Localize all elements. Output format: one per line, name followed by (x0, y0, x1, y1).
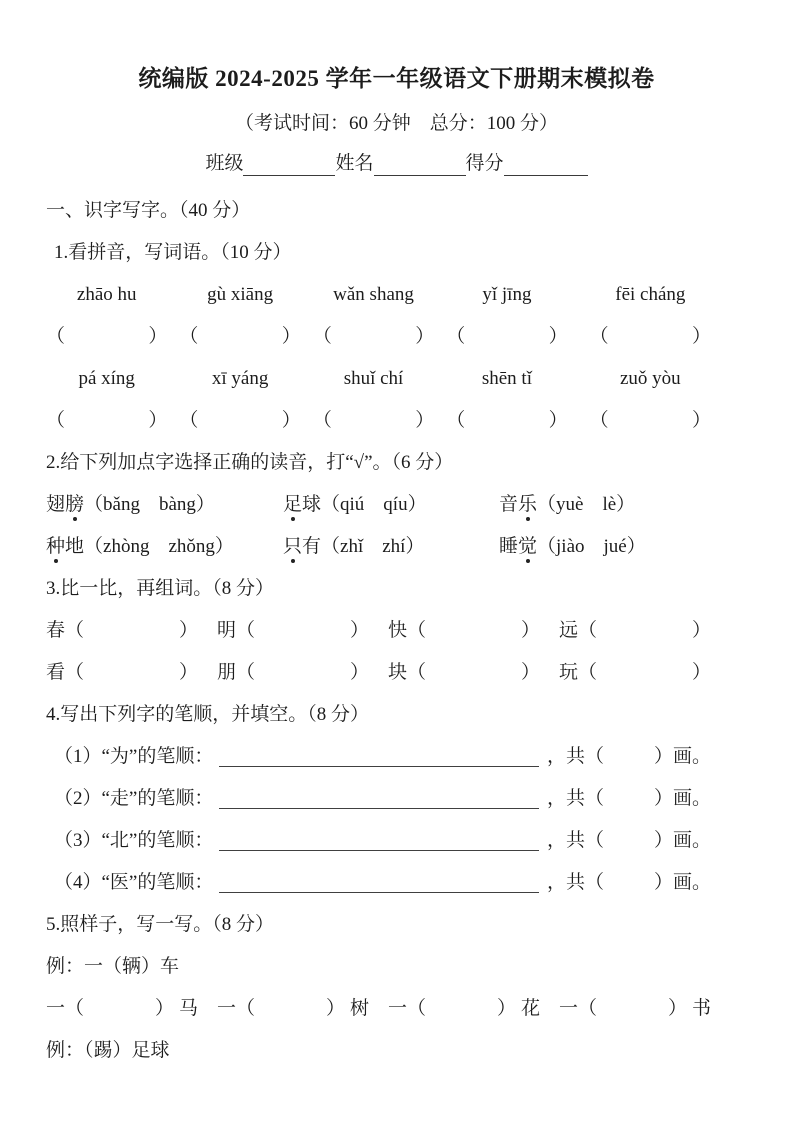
score-label: 得分 (465, 153, 504, 174)
close-paren: ） (691, 620, 711, 641)
pinyin-word: yǐ jīng (482, 284, 532, 305)
gap (426, 997, 497, 1021)
gap (84, 619, 179, 643)
stroke-order-label: （4）“医”的笔顺： (54, 872, 214, 893)
stroke-order-blank (219, 873, 539, 893)
compare-word-cell (559, 661, 711, 685)
given-char: 远 (559, 620, 579, 641)
stroke-order-blank (219, 747, 539, 767)
pinyin-options: （jiào jué） (537, 536, 646, 557)
gap (597, 997, 668, 1021)
gap (84, 661, 179, 685)
open-paren: （ (312, 326, 332, 347)
stroke-order-line (46, 871, 711, 895)
open-paren: （ (589, 410, 609, 431)
q2-word-item (499, 493, 635, 517)
word-part: 音 (499, 494, 519, 515)
stroke-order-line (46, 829, 711, 853)
gap (597, 619, 692, 643)
close-paren: ） (281, 326, 301, 347)
q1-answer-row-1 (46, 325, 711, 349)
pinyin-options: （qiú qíu） (321, 494, 427, 515)
open-paren: （ (446, 410, 466, 431)
noun-char: 树 (349, 998, 369, 1019)
given-char: 明 (217, 620, 237, 641)
word-part: 地 (65, 536, 85, 557)
close-paren: ） (415, 326, 435, 347)
close-paren: ） (281, 410, 301, 431)
measure-word-cell (559, 997, 711, 1021)
open-paren: （ (578, 662, 598, 683)
given-char: 块 (388, 662, 408, 683)
measure-word-cell (46, 997, 198, 1021)
open-paren: （ (578, 620, 598, 641)
close-paren: ） (148, 410, 168, 431)
given-char: 玩 (559, 662, 579, 683)
stroke-count-pre: ，共（ (546, 830, 604, 851)
gap (426, 619, 521, 643)
answer-paren-blank (446, 325, 567, 349)
exam-title: 统编版 2024-2025 学年一年级语文下册期末模拟卷 (138, 66, 655, 91)
pinyin-options: （zhǐ zhí） (321, 536, 425, 557)
q1-pinyin-row-1 (46, 283, 711, 307)
close-paren: ） (349, 662, 369, 683)
close-paren: ） (178, 620, 198, 641)
noun-char: 花 (520, 998, 540, 1019)
word-part: 睡 (499, 536, 519, 557)
open-paren: （ (446, 326, 466, 347)
stroke-order-line (46, 787, 711, 811)
q2-heading: 2.给下列加点字选择正确的读音，打“√”。（6 分） (46, 452, 454, 473)
close-paren: ） (415, 410, 435, 431)
exam-header (46, 64, 747, 176)
close-paren: ） (349, 620, 369, 641)
gap (255, 661, 350, 685)
open-paren: （ (65, 662, 85, 683)
fill-pre: 一（ (217, 998, 256, 1019)
answer-paren-blank (313, 409, 434, 433)
q1-answer-row-2 (46, 409, 711, 433)
compare-word-cell (46, 619, 198, 643)
pinyin-word: wǎn shang (333, 284, 414, 305)
stroke-order-line (46, 745, 711, 769)
close-paren: ） (178, 662, 198, 683)
compare-word-cell (388, 619, 540, 643)
close-paren: ） (154, 998, 174, 1019)
close-paren: ） (548, 326, 568, 347)
open-paren: （ (236, 620, 256, 641)
class-label: 班级 (205, 153, 244, 174)
pinyin-word: pá xíng (78, 368, 135, 389)
close-paren: ） (692, 326, 712, 347)
q2-word-item (46, 493, 283, 517)
open-paren: （ (236, 662, 256, 683)
pinyin-word: gù xiāng (207, 284, 274, 305)
q1-pinyin-row-2 (46, 367, 711, 391)
word-part: 翅 (46, 494, 66, 515)
close-paren: ） (520, 620, 540, 641)
q5-heading: 5.照样子，写一写。（8 分） (46, 914, 275, 935)
pinyin-options: （yuè lè） (537, 494, 636, 515)
score-blank (504, 155, 588, 176)
name-label: 姓名 (335, 153, 374, 174)
fill-pre: 一（ (388, 998, 427, 1019)
stroke-order-label: （3）“北”的笔顺： (54, 830, 214, 851)
gap (255, 619, 350, 643)
answer-paren-blank (590, 409, 711, 433)
exam-meta: （考试时间：60 分钟 总分：100 分） (234, 113, 558, 134)
close-paren: ） (325, 998, 345, 1019)
noun-char: 马 (178, 998, 198, 1019)
q3-heading: 3.比一比，再组词。（8 分） (46, 578, 275, 599)
q3-row-2 (46, 661, 711, 685)
section-1-heading: 一、识字写字。（40 分） (46, 200, 251, 221)
q5-example-2: 例：（踢）足球 (46, 1040, 170, 1061)
open-paren: （ (46, 326, 66, 347)
word-part: 球 (302, 494, 322, 515)
open-paren: （ (407, 620, 427, 641)
compare-word-cell (217, 619, 369, 643)
q2-word-item (283, 493, 499, 517)
answer-paren-blank (46, 325, 167, 349)
stroke-count (547, 871, 711, 895)
measure-word-cell (388, 997, 540, 1021)
q1-heading: 1.看拼音，写词语。（10 分） (54, 242, 292, 263)
fill-pre: 一（ (559, 998, 598, 1019)
compare-word-cell (388, 661, 540, 685)
answer-paren-blank (313, 325, 434, 349)
dotted-char: 觉 (518, 536, 538, 557)
student-info-line (46, 152, 747, 176)
stroke-order-blank (219, 831, 539, 851)
pinyin-word: xī yáng (211, 368, 269, 389)
dotted-char: 膀 (65, 494, 85, 515)
answer-paren-blank (590, 325, 711, 349)
q4-heading: 4.写出下列字的笔顺，并填空。（8 分） (46, 704, 370, 725)
answer-paren-blank (46, 409, 167, 433)
dotted-char: 只 (283, 536, 303, 557)
q2-word-item (283, 535, 499, 559)
q2-word-item (46, 535, 283, 559)
close-paren: ） (691, 662, 711, 683)
close-paren: ） (548, 410, 568, 431)
dotted-char: 种 (46, 536, 66, 557)
given-char: 看 (46, 662, 66, 683)
noun-char: 书 (691, 998, 711, 1019)
stroke-order-label: （1）“为”的笔顺： (54, 746, 214, 767)
given-char: 朋 (217, 662, 237, 683)
answer-paren-blank (179, 325, 300, 349)
compare-word-cell (46, 661, 198, 685)
given-char: 快 (388, 620, 408, 641)
compare-word-cell (217, 661, 369, 685)
close-paren: ） (496, 998, 516, 1019)
measure-word-cell (217, 997, 369, 1021)
answer-paren-blank (179, 409, 300, 433)
word-part: 有 (302, 536, 322, 557)
pinyin-word: zhāo hu (76, 284, 137, 305)
close-paren: ） (520, 662, 540, 683)
class-blank (243, 155, 335, 176)
dotted-char: 足 (283, 494, 303, 515)
close-paren: ） (692, 410, 712, 431)
q2-row-1 (46, 493, 711, 517)
open-paren: （ (407, 662, 427, 683)
pinyin-options: （bǎng bàng） (84, 494, 215, 515)
pinyin-word: shēn tǐ (481, 368, 532, 389)
stroke-count-post: ）画。 (653, 788, 711, 809)
open-paren: （ (65, 620, 85, 641)
pinyin-word: zuǒ yòu (619, 368, 681, 389)
stroke-order-label: （2）“走”的笔顺： (54, 788, 214, 809)
gap (84, 997, 155, 1021)
stroke-count-post: ）画。 (653, 830, 711, 851)
q5-fill-row (46, 997, 711, 1021)
stroke-order-blank (219, 789, 539, 809)
stroke-count (547, 829, 711, 853)
fill-pre: 一（ (46, 998, 85, 1019)
close-paren: ） (148, 326, 168, 347)
pinyin-word: shuǐ chí (343, 368, 404, 389)
gap (426, 661, 521, 685)
pinyin-options: （zhòng zhǒng） (84, 536, 234, 557)
dotted-char: 乐 (518, 494, 538, 515)
stroke-count-post: ）画。 (653, 872, 711, 893)
stroke-count-post: ）画。 (653, 746, 711, 767)
stroke-count (547, 787, 711, 811)
q3-row-1 (46, 619, 711, 643)
compare-word-cell (559, 619, 711, 643)
q5-example-1: 例：一（辆）车 (46, 956, 180, 977)
given-char: 春 (46, 620, 66, 641)
gap (255, 997, 326, 1021)
stroke-count-pre: ，共（ (546, 872, 604, 893)
gap (597, 661, 692, 685)
stroke-count-pre: ，共（ (546, 746, 604, 767)
q2-word-item (499, 535, 646, 559)
open-paren: （ (312, 410, 332, 431)
stroke-count-pre: ，共（ (546, 788, 604, 809)
open-paren: （ (179, 326, 199, 347)
q2-row-2 (46, 535, 711, 559)
open-paren: （ (46, 410, 66, 431)
open-paren: （ (179, 410, 199, 431)
pinyin-word: fēi cháng (615, 284, 686, 305)
open-paren: （ (589, 326, 609, 347)
answer-paren-blank (446, 409, 567, 433)
stroke-count (547, 745, 711, 769)
close-paren: ） (667, 998, 687, 1019)
name-blank (374, 155, 466, 176)
